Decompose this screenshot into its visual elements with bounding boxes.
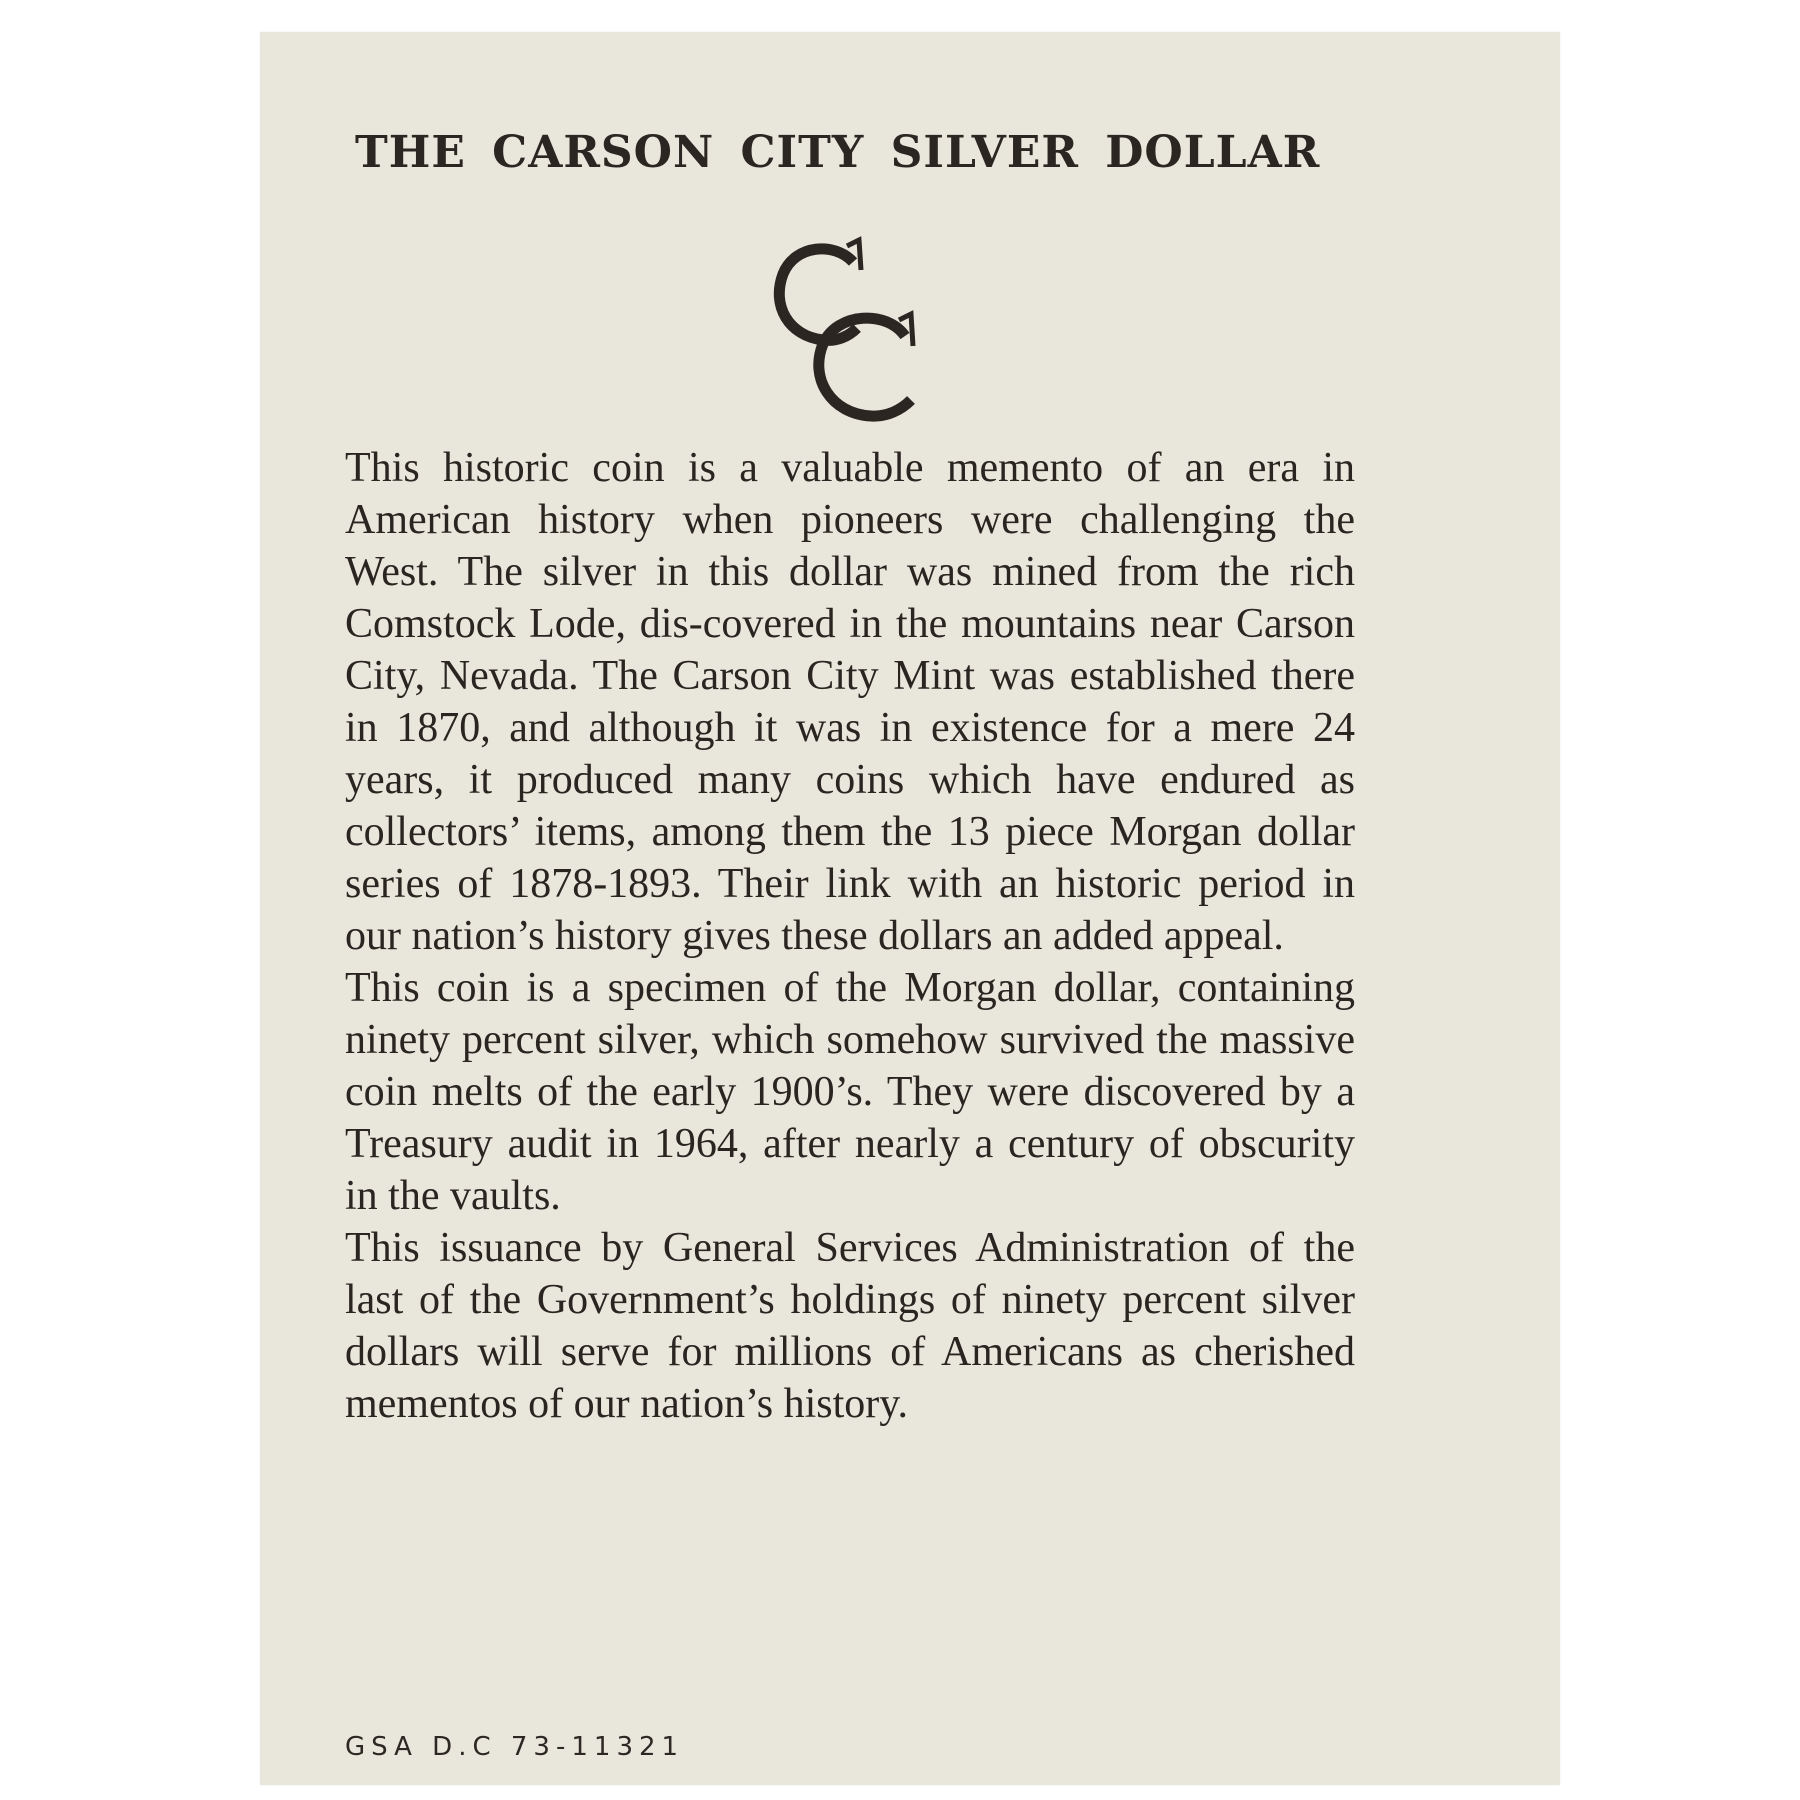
- cc-mint-mark-logo: [765, 224, 925, 434]
- certificate-card: [260, 32, 1560, 1785]
- card-body-text: [345, 442, 1355, 1430]
- paragraph-issuance: This issuance by General Services Administration of the last of the Government’s holdings of ninety percent silver dollars will serve for millions of Americans as cherished mementos of our nation’s history.: [345, 1225, 1355, 1427]
- paragraph-history: This historic coin is a valuable memento of an era in American history when pioneers were challenging the West. The silver in this dollar was mined from the rich Comstock Lode, dis-covered in the mountains near Carson City, Nevada. The Carson City Mint was established there in 1870, and although it was in existence for a mere 24 years, it produced many coins which have endured as collectors’ items, among them the 13 piece Morgan dollar series of 1878-1893. Their link with an historic period in our nation’s history gives these dollars an added appeal.: [345, 445, 1355, 959]
- gsa-document-code: GSA D.C 73-11321: [345, 1732, 685, 1762]
- paragraph-specimen: This coin is a specimen of the Morgan dollar, containing ninety percent silver, which somehow survived the massive coin melts of the early 1900’s. They were discovered by a Treasury audit in 1964, after nearly a century of obscurity in the vaults.: [345, 965, 1355, 1219]
- card-title: THE CARSON CITY SILVER DOLLAR: [355, 127, 1321, 178]
